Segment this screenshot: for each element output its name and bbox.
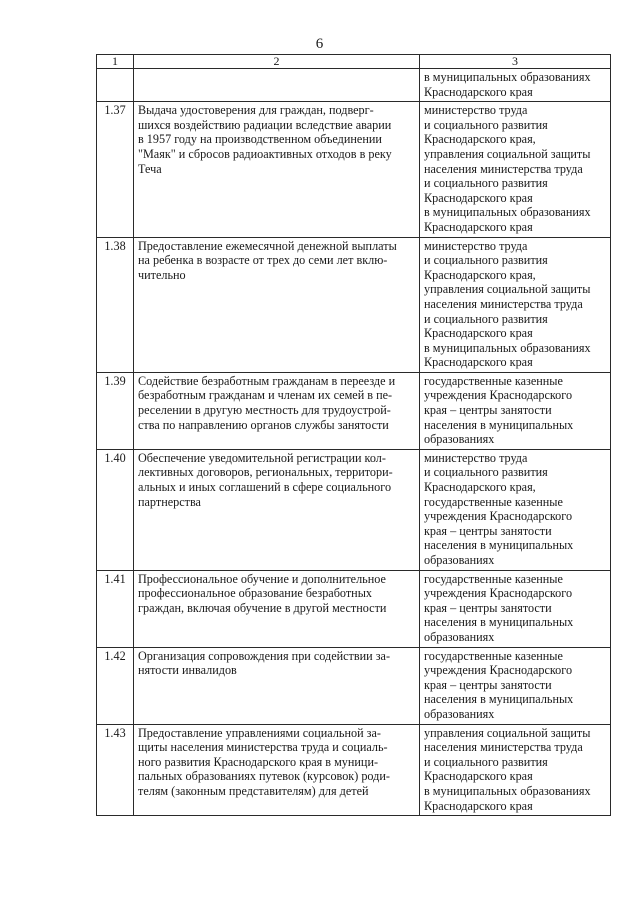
service-line: щиты населения министерства труда и социаль-: [138, 740, 388, 755]
agency-line: и социального развития: [424, 754, 548, 769]
service-line: телям (законным представителям) для детей: [138, 783, 369, 798]
service-cell: [134, 69, 420, 102]
agency-line: края – центры занятости: [424, 677, 552, 692]
agency-line: края – центры занятости: [424, 523, 552, 538]
service-line: безработным гражданам и членам их семей в пе-: [138, 388, 393, 403]
agency-line: Краснодарского края,: [424, 267, 536, 282]
page-number: 6: [315, 36, 324, 52]
agency-line: и социального развития: [424, 253, 548, 268]
agency-line: в муниципальных образованиях: [424, 783, 591, 798]
row-number-cell: 1.37: [97, 102, 134, 237]
agency-line: учреждения Краснодарского: [424, 388, 573, 403]
agency-line: населения в муниципальных: [424, 417, 574, 432]
agency-line: учреждения Краснодарского: [424, 509, 573, 524]
agency-line: в муниципальных образованиях: [424, 340, 591, 355]
agency-line: учреждения Краснодарского: [424, 663, 573, 678]
service-cell: [134, 102, 420, 237]
agency-line: Краснодарского края,: [424, 132, 536, 147]
service-line: лективных договоров, региональных, территори-: [138, 465, 393, 480]
service-line: Профессиональное обучение и дополнительное: [138, 571, 386, 586]
service-line: реселении в другую местность для трудоустрой-: [138, 403, 391, 418]
agency-line: образованиях: [424, 629, 495, 644]
column-header-agency: 3: [420, 55, 611, 69]
row-number-cell: [97, 69, 134, 102]
agency-line: государственные казенные: [424, 494, 563, 509]
agency-cell: [420, 372, 611, 449]
service-line: ного развития Краснодарского края в муници-: [138, 754, 379, 769]
service-line: граждан, включая обучение в другой местности: [138, 600, 387, 615]
table-header-row: [97, 55, 611, 69]
row-number-cell: 1.42: [97, 647, 134, 724]
agency-line: Краснодарского края: [424, 326, 533, 341]
agency-line: государственные казенные: [424, 648, 563, 663]
service-line: Обеспечение уведомительной регистрации кол-: [138, 450, 386, 465]
table-body: [97, 69, 611, 816]
service-line: партнерства: [138, 494, 201, 509]
column-header-number: 1: [97, 55, 134, 69]
service-line: альных и иных соглашений в сфере социального: [138, 480, 392, 495]
table-row: [97, 724, 611, 816]
agency-line: государственные казенные: [424, 373, 563, 388]
table-row: [97, 372, 611, 449]
agency-line: населения министерства труда: [424, 740, 583, 755]
row-number-cell: 1.40: [97, 449, 134, 570]
agency-line: министерство труда: [424, 103, 528, 118]
agency-line: образованиях: [424, 432, 495, 447]
agency-line: Краснодарского края: [424, 769, 533, 784]
agency-line: Краснодарского края,: [424, 480, 536, 495]
service-line: Организация сопровождения при содействии за-: [138, 648, 391, 663]
table-row: [97, 237, 611, 372]
agency-line: Краснодарского края: [424, 798, 533, 813]
agency-line: государственные казенные: [424, 571, 563, 586]
service-line: в 1957 году на производственном объединении: [138, 132, 382, 147]
service-line: чительно: [138, 267, 186, 282]
agency-line: и социального развития: [424, 311, 548, 326]
agency-cell: [420, 449, 611, 570]
service-cell: [134, 449, 420, 570]
agency-cell: [420, 237, 611, 372]
table-row: [97, 647, 611, 724]
agency-line: Краснодарского края: [424, 355, 533, 370]
agency-line: образованиях: [424, 706, 495, 721]
agency-line: Краснодарского края: [424, 219, 533, 234]
table-row: [97, 102, 611, 237]
agency-line: министерство труда: [424, 238, 528, 253]
service-line: нятости инвалидов: [138, 663, 237, 678]
service-line: Предоставление управлениями социальной за-: [138, 725, 381, 740]
row-number-cell: 1.41: [97, 570, 134, 647]
agency-line: Краснодарского края: [424, 190, 533, 205]
agency-line: населения в муниципальных: [424, 538, 574, 553]
service-line: профессиональное образование безработных: [138, 586, 372, 601]
service-line: Содействие безработным гражданам в переезде и: [138, 373, 396, 388]
agency-line: учреждения Краснодарского: [424, 586, 573, 601]
agency-line: управления социальной защиты: [424, 282, 591, 297]
service-line: на ребенка в возрасте от трех до семи лет вклю-: [138, 253, 388, 268]
service-line: Теча: [138, 161, 162, 176]
row-number-cell: 1.43: [97, 724, 134, 816]
service-line: ства по направлению органов службы занятости: [138, 417, 389, 432]
agency-cell: [420, 102, 611, 237]
service-cell: [134, 647, 420, 724]
agency-line: населения в муниципальных: [424, 692, 574, 707]
agency-cell: [420, 69, 611, 102]
agency-cell: [420, 570, 611, 647]
agency-line: в муниципальных образованиях: [424, 205, 591, 220]
service-cell: [134, 724, 420, 816]
agency-line: населения министерства труда: [424, 161, 583, 176]
agency-line: населения в муниципальных: [424, 615, 574, 630]
agency-cell: [420, 724, 611, 816]
service-line: Выдача удостоверения для граждан, подверг-: [138, 103, 374, 118]
service-cell: [134, 372, 420, 449]
table-row: [97, 570, 611, 647]
agency-line: в муниципальных образованиях: [424, 70, 591, 84]
agency-line: края – центры занятости: [424, 600, 552, 615]
column-header-service: 2: [134, 55, 420, 69]
service-cell: [134, 237, 420, 372]
continuation-row: [97, 69, 611, 102]
agency-line: и социального развития: [424, 176, 548, 191]
table-row: [97, 449, 611, 570]
service-cell: [134, 570, 420, 647]
agency-line: министерство труда: [424, 450, 528, 465]
agency-line: и социального развития: [424, 465, 548, 480]
agency-line: края – центры занятости: [424, 403, 552, 418]
service-line: пальных образованиях путевок (курсовок) роди-: [138, 769, 390, 784]
agency-line: образованиях: [424, 553, 495, 567]
service-line: шихся воздействию радиации вследствие аварии: [138, 117, 392, 132]
agency-line: управления социальной защиты: [424, 146, 591, 161]
service-line: "Маяк" и сбросов радиоактивных отходов в реку: [138, 146, 392, 161]
agency-line: и социального развития: [424, 117, 548, 132]
agency-line: управления социальной защиты: [424, 725, 591, 740]
agency-line: Краснодарского края: [424, 84, 533, 99]
services-table: [96, 54, 611, 816]
row-number-cell: 1.38: [97, 237, 134, 372]
service-line: Предоставление ежемесячной денежной выплаты: [138, 238, 397, 253]
agency-cell: [420, 647, 611, 724]
agency-line: населения министерства труда: [424, 296, 583, 311]
row-number-cell: 1.39: [97, 372, 134, 449]
